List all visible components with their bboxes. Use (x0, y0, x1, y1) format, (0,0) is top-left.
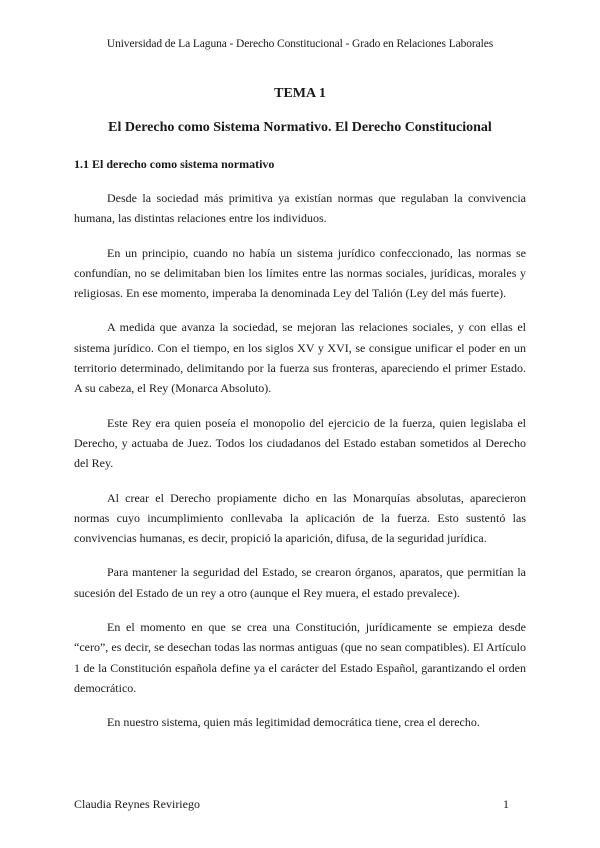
paragraph: Al crear el Derecho propiamente dicho en las Monarquías absolutas, aparecieron normas cuyo incumplimiento conllevaba la aplicación de la fuerza. Esto sustentó las convivencias humanas, es decir, propició la aparición, difusa, de la seguridad jurídica. (74, 490, 526, 546)
body-text (74, 188, 526, 747)
paragraph: Este Rey era quien poseía el monopolio del ejercicio de la fuerza, quien legislaba el Derecho, y actuaba de Juez. Todos los ciudadanos del Estado estaban sometidos al Derecho del Rey. (74, 415, 526, 471)
paragraph: A medida que avanza la sociedad, se mejoran las relaciones sociales, y con ellas el sistema jurídico. Con el tiempo, en los siglos XV y XVI, se consigue unificar el poder en un territorio determinado, delimitando por la fuerza sus fronteras, apareciendo el primer Estado. A su cabeza, el Rey (Monarca Absoluto). (74, 320, 526, 396)
paragraph: Desde la sociedad más primitiva ya existían normas que regulaban la convivencia humana, las distintas relaciones entre los individuos. (74, 191, 526, 226)
paragraph: Para mantener la seguridad del Estado, se crearon órganos, aparatos, que permitían la sucesión del Estado de un rey a otro (aunque el Rey muera, el estado prevalece). (74, 565, 526, 600)
paragraph: En un principio, cuando no había un sistema jurídico confeccionado, las normas se confundían, no se delimitaban bien los límites entre las normas sociales, jurídicas, morales y religiosas. En ese momento, imperaba la denominada Ley del Talión (Ley del más fuerte). (74, 245, 526, 301)
page-number: 1 (503, 797, 509, 811)
document-title: El Derecho como Sistema Normativo. El Derecho Constitucional (108, 120, 492, 135)
paragraph: En el momento en que se crea una Constitución, jurídicamente se empieza desde “cero”, es decir, se desechan todas las normas antiguas (que no sean compatibles). El Artículo 1 de la Constitución española define ya el carácter del Estado Español, garantizando el orden democrático. (74, 620, 526, 695)
section-heading: 1.1 El derecho como sistema normativo (74, 157, 275, 171)
chapter-heading: TEMA 1 (274, 86, 326, 101)
footer-author: Claudia Reynes Reviriego (74, 797, 200, 811)
running-header: Universidad de La Laguna - Derecho Constitucional - Grado en Relaciones Laborales (106, 38, 494, 50)
paragraph: En nuestro sistema, quien más legitimidad democrática tiene, crea el derecho. (107, 715, 480, 730)
